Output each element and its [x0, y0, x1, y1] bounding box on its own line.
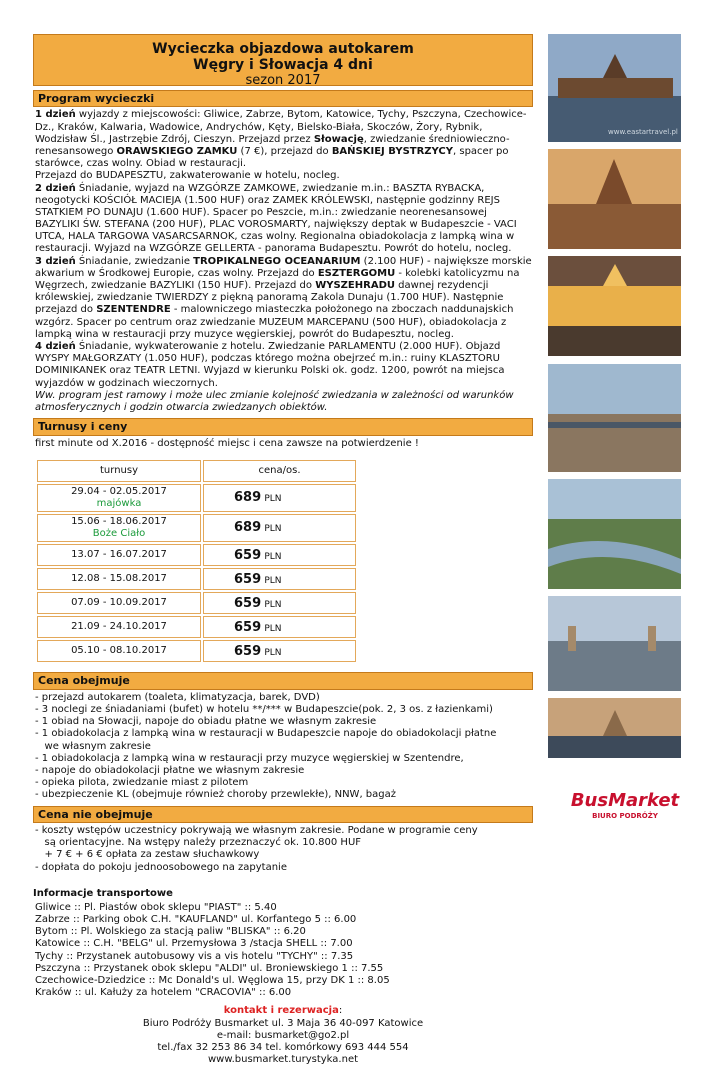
transport-item: Zabrze :: Parking obok C.H. "KAUFLAND" ul. Korfantego 5 :: 6.00 [35, 914, 357, 926]
transport-item: Gliwice :: Pl. Piastów obok sklepu "PIAST" :: 5.40 [35, 901, 277, 913]
price-currency: PLN [264, 493, 282, 504]
turnus-price [203, 568, 356, 590]
transport-item: Czechowice-Dziedzice :: Mc Donald's ul. Węglowa 15, przy DK 1 :: 8.05 [35, 975, 390, 986]
visegrad-bold: WYSZEHRADU [315, 280, 395, 292]
contact-colon: : [338, 1005, 343, 1017]
turnus-price [203, 514, 356, 542]
cena-item: - 1 obiad na Słowacji, napoje do obiadu płatne we własnym zakresie [35, 716, 377, 728]
turnus-dates [37, 592, 201, 614]
program-heading: Program wycieczki [33, 90, 533, 107]
photo-danube-bend [548, 479, 681, 589]
day-3-text-2: (2.100 HUF) - największe morskie akwarium w Środkowej Europie, czas wolny. Przejazd do [35, 255, 532, 279]
title-banner [33, 34, 533, 86]
slovakia-bold: Słowację [313, 133, 364, 145]
turnus-date: 15.06 - 18.06.2017 [71, 516, 167, 528]
day-1-text: wyjazdy z miejscowości: Gliwice, Zabrze, Bytom, Katowice, Tychy, Pszczyna, Czechowice-Dz., Kraków, Kalwaria, Wadowice, Andrychów, Kęty, Bielsko-Biała, Skoczów, Żory, Rybnik, Wodzisław Śl., Jastrzębie Zdrój, Cieszyn. Przejazd przez [35, 109, 527, 145]
cena-item: - 3 noclegi ze śniadaniami (bufet) w hotelu **/*** w Budapeszcie(pok. 2, 3 os. z łazienkami) [35, 704, 493, 716]
photo-basilica [548, 149, 681, 249]
banska-bystrica-bold: BAŃSKIEJ BYSTRZYCY [331, 145, 454, 157]
price-row [37, 592, 356, 614]
transport-item: Bytom :: Pl. Wolskiego za stacją paliw "BLISKA" :: 6.20 [35, 926, 306, 938]
photo-watermark: www.eastartravel.pl [608, 128, 678, 136]
day-3-text-3: - kolebki katolicyzmu na Węgrzech, zwiedzanie BAZYLIKI (150 HUF). Przejazd do [35, 267, 520, 292]
turnus-date: 29.04 - 02.05.2017 [71, 485, 167, 497]
photo-chain-bridge [548, 596, 681, 691]
logo-sub: BIURO PODRÓŻY [592, 811, 658, 820]
title-line-1: Wycieczka objazdowa autokarem [152, 41, 414, 57]
turnus-date: 07.09 - 10.09.2017 [71, 597, 167, 609]
day-3-text-5: - malowniczego miasteczka położonego na zboczach naddunajskich wzgórz. Spacer po centrum oraz zwiedzanie MUZEUM MARCEPANU (500 HUF), obiadokolacja z lampką wina w restauracji przy muzyce węgierskiej, powrót do Budapesztu, nocleg. [35, 304, 514, 340]
price-row [37, 514, 356, 542]
orava-castle-bold: ORAWSKIEGO ZAMKU [116, 145, 238, 157]
col-price: cena/os. [203, 460, 356, 482]
turnus-label: Boże Ciało [92, 528, 146, 540]
day-2-label: 2 dzień [35, 182, 76, 194]
photo-parliament-night [548, 256, 681, 356]
photo-parliament-river [548, 34, 681, 142]
turnus-label: majówka [96, 497, 142, 509]
contact-website[interactable]: www.busmarket.turystyka.net [207, 1054, 359, 1066]
price-currency: PLN [264, 551, 282, 562]
price-row [37, 640, 356, 662]
day-3-text-4: dawnej rezydencji królewskiej, zwiedzanie TWIERDZY z piękną panoramą Zakola Dunaju (1.700 HUF). Następnie przejazd do [35, 280, 504, 316]
turnus-date: 05.10 - 08.10.2017 [71, 645, 167, 657]
turnus-date: 21.09 - 24.10.2017 [71, 621, 167, 633]
cena-item: we własnym zakresie [35, 740, 151, 752]
photo-parliament-dusk [548, 698, 681, 758]
cena-nie-item: + 7 € + 6 € opłata za zestaw słuchawkowy [35, 849, 260, 861]
contact-heading [33, 1005, 533, 1017]
program-note: Ww. program jest ramowy i może ulec zmianie kolejność zwiedzania w zależności od warunków atmosferycznych i godzin otwarcia zwiedzanych obiektów. [35, 389, 514, 413]
turnus-date: 12.08 - 15.08.2017 [71, 573, 167, 585]
price-row [37, 616, 356, 638]
cena-nie-item: - koszty wstępów uczestnicy pokrywają we własnym zakresie. Podane w programie ceny [35, 824, 478, 836]
cena-item: - przejazd autokarem (toaleta, klimatyzacja, barek, DVD) [35, 691, 320, 703]
turnus-dates [37, 484, 201, 512]
col-turnusy: turnusy [37, 460, 201, 482]
turnus-dates [37, 616, 201, 638]
turnus-dates [37, 544, 201, 566]
day-3-label: 3 dzień [35, 255, 76, 267]
photo-column [548, 34, 681, 765]
esztergom-bold: ESZTERGOMU [317, 267, 396, 279]
offer-column [33, 34, 533, 1066]
busmarket-logo [570, 790, 680, 820]
price-row [37, 484, 356, 512]
photo-bridge-view [548, 364, 681, 472]
day-4-label: 4 dzień [35, 340, 76, 352]
price-value: 659 [234, 619, 262, 635]
price-value: 689 [234, 520, 262, 536]
day-2-text: Śniadanie, wyjazd na WZGÓRZE ZAMKOWE, zwiedzanie m.in.: BASZTA RYBACKA, neogotycki KOŚCIÓŁ MACIEJA (1.500 HUF) oraz ZAMEK KRÓLEWSKI, następnie godzinny REJS STATKIEM PO DUNAJU (1.600 HUF). Spacer po Peszcie, m.in.: zwiedzanie neorenesansowej BAZYLIKI ŚW. STEFANA (200 HUF), PLAC VOROSMARTY, największy deptak w Budapeszcie - VACI UTCA, HALA TARGOWA VASARCSARNOK, czas wolny. Regionalna obiadokolacja z lampką wina w restauracji. Wyjazd na WZGÓRZE GELLERTA - panorama Budapesztu. Powrót do hotelu, nocleg. [35, 182, 517, 255]
transport-item: Kraków :: ul. Kałuży za hotelem "CRACOVIA" :: 6.00 [35, 987, 292, 999]
day-1-label: 1 dzień [35, 109, 76, 121]
price-currency: PLN [264, 623, 282, 634]
price-currency: PLN [264, 575, 282, 586]
turnus-date: 13.07 - 16.07.2017 [71, 549, 167, 561]
price-table [35, 458, 358, 665]
contact-email[interactable]: e-mail: busmarket@go2.pl [216, 1029, 350, 1041]
contact-address: Biuro Podróży Busmarket ul. 3 Maja 36 40-097 Katowice [142, 1017, 424, 1029]
price-currency: PLN [264, 599, 282, 610]
transport-item: Pszczyna :: Przystanek obok sklepu "ALDI" ul. Broniewskiego 1 :: 7.55 [35, 962, 384, 974]
title-line-2: Węgry i Słowacja 4 dni [193, 57, 373, 73]
turnus-price [203, 484, 356, 512]
turnusy-intro: first minute od X.2016 - dostępność miejsc i cena zawsze na potwierdzenie ! [35, 437, 419, 449]
turnus-price [203, 640, 356, 662]
day-1-text-3: (7 €), przejazd do [237, 145, 332, 157]
turnus-price [203, 544, 356, 566]
price-value: 659 [234, 643, 262, 659]
day-4-text: Śniadanie, wykwaterowanie z hotelu. Zwiedzanie PARLAMENTU (2.000 HUF). Objazd WYSPY MAŁGORZATY (1.050 HUF), podczas którego można obejrzeć m.in.: ruiny KLASZTORU DOMINIKANEK oraz TEATR LETNI. Wyjazd w kierunku Polski ok. godz. 1200, powrót na miejsca wyjazdów w godzinach wieczornych. [35, 340, 505, 389]
szentendre-bold: SZENTENDRE [96, 304, 171, 316]
contact-block [33, 1005, 533, 1066]
turnusy-heading: Turnusy i ceny [33, 418, 533, 435]
price-value: 659 [234, 571, 262, 587]
cena-item: - 1 obiadokolacja z lampką wina w restauracji w Budapeszcie napoje do obiadokolacji płatne [35, 728, 497, 740]
oceanarium-bold: TROPIKALNEGO OCEANARIUM [193, 255, 361, 267]
contact-phone: tel./fax 32 253 86 34 tel. komórkowy 693 444 554 [157, 1041, 409, 1053]
cena-item: - opieka pilota, zwiedzanie miast z pilotem [35, 777, 249, 789]
transport-item: Tychy :: Przystanek autobusowy vis a vis hotelu "TYCHY" :: 7.35 [35, 950, 354, 962]
price-value: 659 [234, 547, 262, 563]
transport-item: Katowice :: C.H. "BELG" ul. Przemysłowa 3 /stacja SHELL :: 7.00 [35, 938, 353, 950]
day-3-text: Śniadanie, zwiedzanie [75, 255, 194, 267]
day-1-text-2: , zwiedzanie średniowieczno-renesansowego [35, 133, 510, 157]
price-currency: PLN [264, 647, 282, 658]
logo-name: BusMarket [570, 790, 680, 811]
cena-nie-item: są orientacyjne. Na wstępy należy przeznaczyć ok. 10.800 HUF [35, 837, 362, 849]
price-row [37, 544, 356, 566]
cena-nie-heading: Cena nie obejmuje [33, 806, 533, 823]
turnus-price [203, 592, 356, 614]
cena-item: - ubezpieczenie KL (obejmuje również choroby przewlekłe), NNW, bagaż [35, 789, 397, 801]
transport-heading: Informacje transportowe [33, 887, 173, 899]
price-row [37, 568, 356, 590]
cena-item: - 1 obiadokolacja z lampką wina w restauracji przy muzyce węgierskiej w Szentendre, [35, 752, 464, 764]
price-value: 689 [234, 489, 262, 505]
price-value: 659 [234, 595, 262, 611]
turnus-dates [37, 514, 201, 542]
turnus-dates [37, 568, 201, 590]
contact-title: kontakt i rezerwacja [223, 1005, 339, 1017]
price-table-header [37, 460, 356, 482]
transport-list [35, 902, 533, 1000]
cena-item: - napoje do obiadokolacji płatne we własnym zakresie [35, 764, 305, 776]
day-1-text-5: Przejazd do BUDAPESZTU, zakwaterowanie w hotelu, nocleg. [35, 170, 340, 182]
day-1-text-4: , spacer po starówce, czas wolny. Obiad w restauracji. [35, 145, 509, 170]
cena-list [35, 692, 533, 802]
turnus-dates [37, 640, 201, 662]
season-label: sezon 2017 [245, 73, 321, 88]
turnus-price [203, 616, 356, 638]
cena-heading: Cena obejmuje [33, 672, 533, 689]
program-text [35, 109, 533, 414]
price-currency: PLN [264, 524, 282, 535]
cena-nie-list [35, 825, 533, 874]
cena-nie-item: - dopłata do pokoju jednoosobowego na zapytanie [35, 861, 287, 873]
